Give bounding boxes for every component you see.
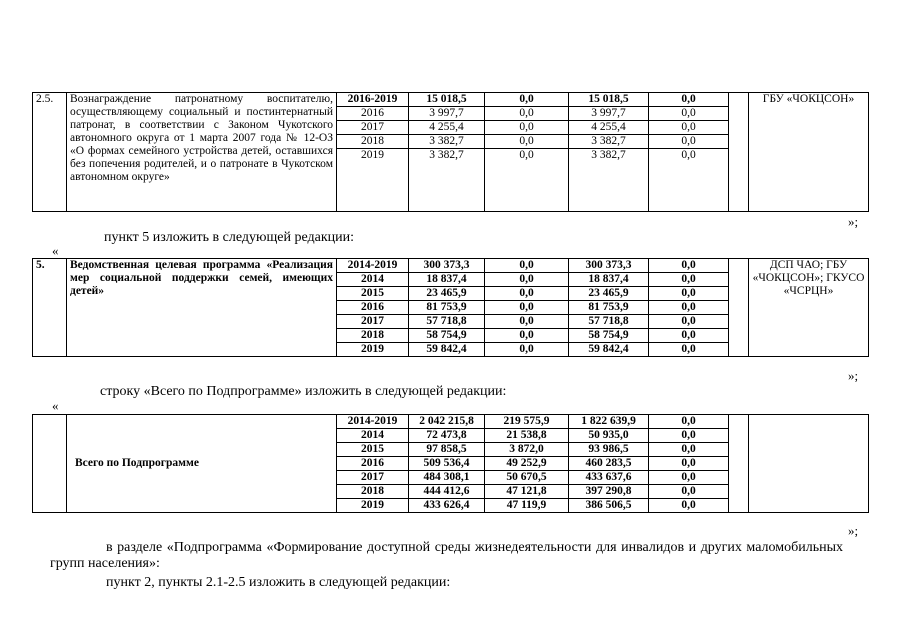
total-cell: 3 382,7 [409, 149, 485, 212]
table-row [33, 259, 869, 273]
year-cell: 2018 [337, 329, 409, 343]
year-cell: 2014-2019 [337, 259, 409, 273]
opening-quote-2: « [52, 398, 59, 413]
federal-cell: 219 575,9 [485, 415, 569, 429]
year-cell: 2016-2019 [337, 93, 409, 107]
year-cell: 2019 [337, 343, 409, 357]
total-cell: 484 308,1 [409, 471, 485, 485]
year-cell: 2015 [337, 443, 409, 457]
row-description: Вознаграждение патронатному воспитателю, осуществляющему социальный и постинтернатный патронат, в соответствии с Законом Чукотского автономного округа от 1 марта 2007 года № 12-ОЗ «О формах семейного устройства детей, оставшихся без попечения родителей, и о патронате в Чукотском автономном округе» [67, 93, 337, 212]
total-cell: 509 536,4 [409, 457, 485, 471]
year-cell: 2016 [337, 457, 409, 471]
year-cell: 2019 [337, 499, 409, 513]
row-index: 5. [33, 259, 67, 357]
other-cell: 0,0 [649, 93, 729, 107]
federal-cell: 0,0 [485, 329, 569, 343]
regional-cell: 93 986,5 [569, 443, 649, 457]
year-cell: 2014 [337, 429, 409, 443]
year-cell: 2019 [337, 149, 409, 212]
closing-quote-1: »; [848, 214, 859, 229]
regional-cell: 460 283,5 [569, 457, 649, 471]
federal-cell: 0,0 [485, 107, 569, 121]
federal-cell: 0,0 [485, 149, 569, 212]
closing-quote-3: »; [848, 523, 859, 538]
total-cell: 18 837,4 [409, 273, 485, 287]
other-cell: 0,0 [649, 499, 729, 513]
total-cell: 15 018,5 [409, 93, 485, 107]
federal-cell: 21 538,8 [485, 429, 569, 443]
federal-cell: 50 670,5 [485, 471, 569, 485]
total-cell: 57 718,8 [409, 315, 485, 329]
regional-cell: 81 753,9 [569, 301, 649, 315]
year-cell: 2018 [337, 135, 409, 149]
year-cell: 2016 [337, 107, 409, 121]
federal-cell: 3 872,0 [485, 443, 569, 457]
total-cell: 444 412,6 [409, 485, 485, 499]
table-row [33, 93, 869, 107]
other-cell: 0,0 [649, 343, 729, 357]
regional-cell: 58 754,9 [569, 329, 649, 343]
other-cell: 0,0 [649, 443, 729, 457]
table-item-5 [32, 258, 869, 357]
federal-cell: 0,0 [485, 121, 569, 135]
regional-cell: 4 255,4 [569, 121, 649, 135]
other-cell: 0,0 [649, 107, 729, 121]
other-cell: 0,0 [649, 273, 729, 287]
responsible-cell: ГБУ «ЧОКЦСОН» [749, 93, 869, 212]
total-cell: 72 473,8 [409, 429, 485, 443]
total-cell: 3 997,7 [409, 107, 485, 121]
total-cell: 59 842,4 [409, 343, 485, 357]
spacer-cell [729, 259, 749, 357]
federal-cell: 0,0 [485, 135, 569, 149]
total-cell: 81 753,9 [409, 301, 485, 315]
paragraph-item-2: пункт 2, пункты 2.1-2.5 изложить в следующей редакции: [106, 575, 451, 590]
other-cell: 0,0 [649, 415, 729, 429]
paragraph-item-5: пункт 5 изложить в следующей редакции: [104, 230, 354, 245]
total-cell: 23 465,9 [409, 287, 485, 301]
federal-cell: 47 121,8 [485, 485, 569, 499]
total-cell: 58 754,9 [409, 329, 485, 343]
table-item-2-5 [32, 92, 869, 212]
closing-quote-2: »; [848, 368, 859, 383]
other-cell: 0,0 [649, 457, 729, 471]
year-cell: 2017 [337, 315, 409, 329]
federal-cell: 47 119,9 [485, 499, 569, 513]
other-cell: 0,0 [649, 259, 729, 273]
regional-cell: 18 837,4 [569, 273, 649, 287]
year-cell: 2014-2019 [337, 415, 409, 429]
spacer-cell [729, 415, 749, 513]
regional-cell: 386 506,5 [569, 499, 649, 513]
responsible-cell [749, 415, 869, 513]
row-description: Всего по Подпрограмме [67, 415, 337, 513]
regional-cell: 433 637,6 [569, 471, 649, 485]
regional-cell: 59 842,4 [569, 343, 649, 357]
paragraph-total-row: строку «Всего по Подпрограмме» изложить в следующей редакции: [100, 384, 507, 399]
year-cell: 2018 [337, 485, 409, 499]
federal-cell: 0,0 [485, 93, 569, 107]
federal-cell: 0,0 [485, 259, 569, 273]
year-cell: 2017 [337, 121, 409, 135]
regional-cell: 300 373,3 [569, 259, 649, 273]
opening-quote-1: « [52, 243, 59, 258]
regional-cell: 3 382,7 [569, 149, 649, 212]
other-cell: 0,0 [649, 315, 729, 329]
total-cell: 433 626,4 [409, 499, 485, 513]
row-index [33, 415, 67, 513]
regional-cell: 3 997,7 [569, 107, 649, 121]
regional-cell: 3 382,7 [569, 135, 649, 149]
federal-cell: 0,0 [485, 301, 569, 315]
federal-cell: 0,0 [485, 273, 569, 287]
other-cell: 0,0 [649, 301, 729, 315]
total-cell: 3 382,7 [409, 135, 485, 149]
other-cell: 0,0 [649, 121, 729, 135]
total-cell: 300 373,3 [409, 259, 485, 273]
year-cell: 2017 [337, 471, 409, 485]
regional-cell: 50 935,0 [569, 429, 649, 443]
federal-cell: 0,0 [485, 287, 569, 301]
other-cell: 0,0 [649, 471, 729, 485]
spacer-cell [729, 93, 749, 212]
other-cell: 0,0 [649, 429, 729, 443]
regional-cell: 397 290,8 [569, 485, 649, 499]
federal-cell: 49 252,9 [485, 457, 569, 471]
year-cell: 2016 [337, 301, 409, 315]
paragraph-section: в разделе «Подпрограмма «Формирование доступной среды жизнедеятельности для инвалидов и других маломобильных групп населения»: [50, 540, 843, 571]
regional-cell: 57 718,8 [569, 315, 649, 329]
year-cell: 2015 [337, 287, 409, 301]
other-cell: 0,0 [649, 135, 729, 149]
federal-cell: 0,0 [485, 315, 569, 329]
other-cell: 0,0 [649, 287, 729, 301]
regional-cell: 23 465,9 [569, 287, 649, 301]
row-description: Ведомственная целевая программа «Реализация мер социальной поддержки семей, имеющих детей» [67, 259, 337, 357]
year-cell: 2014 [337, 273, 409, 287]
total-cell: 4 255,4 [409, 121, 485, 135]
total-cell: 2 042 215,8 [409, 415, 485, 429]
total-cell: 97 858,5 [409, 443, 485, 457]
row-index: 2.5. [33, 93, 67, 212]
regional-cell: 15 018,5 [569, 93, 649, 107]
table-subprogram-total [32, 414, 869, 513]
other-cell: 0,0 [649, 149, 729, 212]
regional-cell: 1 822 639,9 [569, 415, 649, 429]
federal-cell: 0,0 [485, 343, 569, 357]
responsible-cell: ДСП ЧАО; ГБУ «ЧОКЦСОН»; ГКУСО «ЧСРЦН» [749, 259, 869, 357]
table-row [33, 415, 869, 429]
other-cell: 0,0 [649, 485, 729, 499]
other-cell: 0,0 [649, 329, 729, 343]
